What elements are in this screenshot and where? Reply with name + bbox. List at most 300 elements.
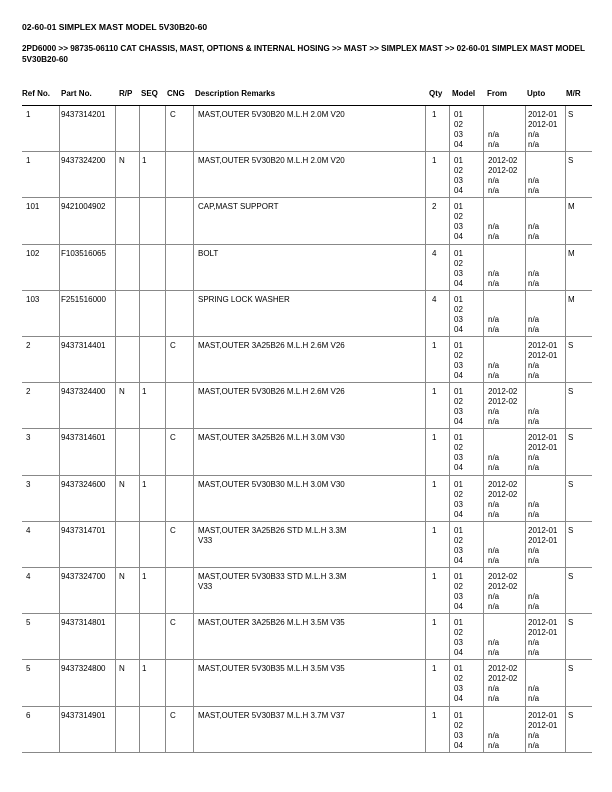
rp-cell: N: [119, 156, 125, 166]
column-divider: [59, 152, 60, 198]
from-cell-line: [488, 295, 499, 305]
ref-no-cell: 103: [26, 294, 40, 304]
from-cell-line: n/a: [488, 232, 500, 242]
mr-cell: S: [568, 479, 574, 489]
upto-cell-line: n/a: [528, 186, 540, 196]
upto-cell-line: n/a: [528, 602, 540, 611]
model-cell-line: 03: [454, 361, 463, 370]
ref-no-cell: 3: [26, 433, 31, 443]
ref-no-cell: 4: [26, 525, 31, 535]
column-divider: [115, 660, 116, 706]
table-row: [22, 568, 592, 614]
column-divider: [165, 291, 166, 337]
model-cell-line: 04: [454, 694, 463, 704]
column-divider: [449, 476, 450, 522]
column-divider: [115, 568, 116, 614]
upto-cell-line: n/a: [528, 555, 540, 565]
description-cell: MAST,OUTER 3A25B26 M.L.H 3.0M V30: [198, 433, 345, 443]
model-cell-line: 03: [454, 684, 463, 694]
upto-cell: [528, 526, 557, 566]
from-cell: [488, 341, 499, 381]
column-divider: [565, 568, 566, 614]
model-cell-line: 03: [454, 592, 463, 601]
model-cell-line: 01: [454, 341, 463, 350]
upto-cell-line: [528, 397, 539, 407]
model-cell: [454, 664, 463, 704]
model-cell: [454, 202, 463, 242]
model-cell-line: 02: [454, 674, 463, 684]
column-divider: [165, 614, 166, 660]
model-cell-line: 02: [454, 489, 463, 499]
column-divider: [193, 198, 194, 244]
upto-cell-line: 2012-01: [528, 341, 558, 350]
from-cell: [488, 387, 517, 427]
column-header-part-no: Part No.: [61, 89, 92, 98]
column-divider: [525, 383, 526, 429]
column-divider: [565, 476, 566, 522]
model-cell-line: 04: [454, 648, 463, 658]
rp-cell: N: [119, 572, 125, 581]
from-cell-line: 2012-02: [488, 479, 518, 489]
column-divider: [483, 152, 484, 198]
qty-cell: 4: [432, 294, 437, 304]
ref-no-cell: 2: [26, 387, 31, 397]
column-divider: [115, 522, 116, 568]
upto-cell-line: [528, 249, 539, 259]
seq-cell: 1: [142, 664, 147, 674]
part-no-cell: 9437314701: [61, 525, 106, 535]
from-cell-line: 2012-02: [488, 397, 518, 407]
column-divider: [449, 614, 450, 660]
ref-no-cell: 1: [26, 156, 31, 166]
upto-cell: [528, 249, 539, 289]
from-cell: [488, 249, 499, 289]
column-divider: [139, 568, 140, 614]
column-divider: [525, 429, 526, 475]
column-divider: [449, 245, 450, 291]
part-no-cell: 9437324600: [61, 479, 106, 489]
cng-cell: C: [170, 525, 176, 535]
column-divider: [139, 383, 140, 429]
part-no-cell: 9437324400: [61, 387, 106, 397]
from-cell-line: n/a: [488, 222, 500, 232]
from-cell-line: [488, 249, 499, 259]
column-divider: [425, 337, 426, 383]
table-row: [22, 522, 592, 568]
column-divider: [525, 476, 526, 522]
description-cell: MAST,OUTER 5V30B26 M.L.H 2.6M V26: [198, 387, 345, 397]
from-cell-line: [488, 443, 499, 453]
model-cell-line: 02: [454, 720, 463, 730]
from-cell-line: [488, 351, 499, 361]
column-header-cng: CNG: [167, 89, 185, 98]
model-cell-line: 02: [454, 120, 463, 129]
upto-cell-line: [528, 202, 539, 212]
model-cell-line: 02: [454, 628, 463, 638]
from-cell: [488, 295, 499, 335]
from-cell: [488, 110, 499, 150]
column-divider: [115, 106, 116, 152]
model-cell: [454, 156, 463, 196]
column-divider: [59, 245, 60, 291]
from-cell-line: n/a: [488, 278, 500, 288]
table-row: [22, 660, 592, 706]
upto-cell-line: n/a: [528, 694, 540, 704]
qty-cell: 1: [432, 341, 437, 350]
model-cell-line: 01: [454, 110, 463, 119]
cng-cell: C: [170, 618, 176, 628]
upto-cell-line: [528, 212, 539, 222]
upto-cell-line: n/a: [528, 684, 540, 694]
from-cell-line: [488, 711, 499, 721]
upto-cell-line: 2012-01: [528, 351, 558, 360]
upto-cell-line: 2012-01: [528, 618, 558, 628]
column-divider: [565, 198, 566, 244]
column-divider: [525, 614, 526, 660]
column-header-seq: SEQ: [141, 89, 158, 98]
table-row: [22, 476, 592, 522]
column-divider: [193, 152, 194, 198]
column-divider: [165, 198, 166, 244]
upto-cell-line: n/a: [528, 592, 540, 601]
column-divider: [139, 476, 140, 522]
model-cell-line: 03: [454, 730, 463, 740]
model-cell-line: 03: [454, 638, 463, 648]
column-divider: [139, 522, 140, 568]
from-cell-line: n/a: [488, 268, 500, 278]
model-cell: [454, 526, 463, 566]
upto-cell-line: n/a: [528, 453, 540, 463]
upto-cell-line: [528, 305, 539, 315]
model-cell: [454, 572, 463, 612]
mr-cell: S: [568, 664, 574, 674]
table-row: [22, 152, 592, 198]
model-cell-line: 01: [454, 387, 463, 397]
column-divider: [193, 245, 194, 291]
model-cell-line: 01: [454, 525, 463, 535]
model-cell: [454, 480, 463, 520]
upto-cell-line: n/a: [528, 371, 540, 380]
upto-cell-line: 2012-01: [528, 110, 558, 119]
from-cell-line: [488, 341, 499, 351]
upto-cell: [528, 480, 539, 520]
mr-cell: M: [568, 248, 575, 258]
from-cell-line: 2012-02: [488, 166, 518, 176]
column-divider: [165, 476, 166, 522]
from-cell-line: 2012-02: [488, 387, 518, 397]
upto-cell-line: n/a: [528, 268, 540, 278]
model-cell-line: 01: [454, 664, 463, 674]
column-divider: [425, 476, 426, 522]
column-divider: [165, 337, 166, 383]
part-no-cell: 9421004902: [61, 202, 106, 212]
column-header-model: Model: [452, 89, 476, 98]
qty-cell: 1: [432, 572, 437, 581]
model-cell-line: 04: [454, 417, 463, 427]
upto-cell-line: n/a: [528, 417, 540, 427]
from-cell: [488, 480, 517, 520]
rp-cell: N: [119, 664, 125, 674]
model-cell-line: 04: [454, 602, 463, 611]
from-cell: [488, 156, 517, 196]
from-cell-line: [488, 259, 499, 269]
from-cell-line: n/a: [488, 324, 500, 334]
from-cell-line: [488, 120, 499, 130]
upto-cell-line: n/a: [528, 278, 540, 288]
column-divider: [525, 106, 526, 152]
model-cell-line: 01: [454, 433, 463, 443]
column-divider: [449, 568, 450, 614]
upto-cell-line: n/a: [528, 499, 540, 509]
column-divider: [565, 245, 566, 291]
qty-cell: 1: [432, 664, 437, 674]
column-divider: [425, 198, 426, 244]
qty-cell: 4: [432, 248, 437, 258]
ref-no-cell: 4: [26, 572, 31, 581]
column-divider: [525, 245, 526, 291]
column-divider: [449, 337, 450, 383]
from-cell: [488, 202, 499, 242]
mr-cell: S: [568, 110, 574, 119]
from-cell-line: n/a: [488, 684, 500, 694]
qty-cell: 1: [432, 110, 437, 119]
column-divider: [193, 660, 194, 706]
model-cell: [454, 433, 463, 473]
description-cell: MAST,OUTER 5V30B20 M.L.H 2.0M V20: [198, 156, 345, 166]
mr-cell: S: [568, 618, 574, 628]
from-cell-line: n/a: [488, 140, 500, 149]
from-cell-line: n/a: [488, 453, 500, 463]
column-divider: [425, 429, 426, 475]
column-divider: [115, 337, 116, 383]
model-cell-line: 01: [454, 156, 463, 166]
mr-cell: M: [568, 202, 575, 212]
part-no-cell: 9437314801: [61, 618, 106, 628]
upto-cell-line: [528, 387, 539, 397]
from-cell-line: n/a: [488, 555, 500, 565]
column-divider: [59, 383, 60, 429]
column-divider: [193, 522, 194, 568]
column-divider: [193, 291, 194, 337]
column-header-description: Description Remarks: [195, 89, 276, 98]
rp-cell: N: [119, 387, 125, 397]
upto-cell-line: [528, 166, 539, 176]
from-cell-line: 2012-02: [488, 489, 518, 499]
part-no-cell: 9437314201: [61, 110, 106, 119]
column-divider: [483, 707, 484, 753]
description-cell: MAST,OUTER 5V30B20 M.L.H 2.0M V20: [198, 110, 345, 119]
table-row: [22, 707, 592, 753]
column-header-qty: Qty: [429, 89, 443, 98]
column-divider: [115, 476, 116, 522]
upto-cell-line: 2012-01: [528, 443, 558, 453]
model-cell-line: 01: [454, 202, 463, 212]
column-divider: [165, 152, 166, 198]
column-divider: [115, 429, 116, 475]
column-divider: [115, 707, 116, 753]
ref-no-cell: 102: [26, 248, 40, 258]
column-divider: [193, 476, 194, 522]
column-divider: [565, 522, 566, 568]
from-cell-line: n/a: [488, 509, 500, 519]
cng-cell: C: [170, 341, 176, 350]
qty-cell: 1: [432, 479, 437, 489]
model-cell-line: 04: [454, 278, 463, 288]
column-divider: [525, 337, 526, 383]
column-divider: [115, 291, 116, 337]
model-cell: [454, 341, 463, 381]
description-cell: BOLT: [198, 248, 219, 258]
model-cell-line: 01: [454, 710, 463, 720]
model-cell-line: 02: [454, 535, 463, 545]
qty-cell: 2: [432, 202, 437, 212]
upto-cell-line: [528, 582, 539, 592]
mr-cell: S: [568, 525, 574, 535]
upto-cell-line: n/a: [528, 463, 540, 473]
upto-cell-line: n/a: [528, 324, 540, 334]
model-cell-line: 02: [454, 212, 463, 222]
ref-no-cell: 6: [26, 710, 31, 720]
from-cell-line: [488, 212, 499, 222]
upto-cell-line: n/a: [528, 740, 540, 750]
part-no-cell: 9437314901: [61, 710, 106, 720]
table-row: [22, 245, 592, 291]
upto-cell-line: 2012-01: [528, 710, 558, 720]
part-no-cell: 9437324700: [61, 572, 106, 581]
from-cell-line: n/a: [488, 130, 500, 139]
seq-cell: 1: [142, 387, 147, 397]
description-cell: SPRING LOCK WASHER: [198, 294, 290, 304]
upto-cell: [528, 711, 557, 751]
upto-cell-line: n/a: [528, 232, 540, 242]
table-row: [22, 383, 592, 429]
seq-cell: 1: [142, 156, 147, 166]
column-divider: [165, 429, 166, 475]
column-divider: [449, 291, 450, 337]
ref-no-cell: 101: [26, 202, 40, 212]
column-divider: [139, 291, 140, 337]
from-cell-line: 2012-02: [488, 674, 518, 684]
model-cell-line: 04: [454, 140, 463, 149]
from-cell-line: n/a: [488, 694, 500, 704]
model-cell-line: 02: [454, 582, 463, 591]
from-cell-line: n/a: [488, 740, 500, 750]
column-divider: [565, 152, 566, 198]
from-cell: [488, 572, 517, 612]
model-cell-line: 03: [454, 314, 463, 324]
description-cell: MAST,OUTER 5V30B35 M.L.H 3.5M V35: [198, 664, 345, 674]
ref-no-cell: 2: [26, 341, 31, 350]
column-divider: [565, 707, 566, 753]
column-divider: [193, 707, 194, 753]
from-cell: [488, 433, 499, 473]
column-header-mr: M/R: [566, 89, 581, 98]
upto-cell-line: 2012-01: [528, 120, 558, 129]
from-cell-line: n/a: [488, 186, 500, 196]
ref-no-cell: 5: [26, 664, 31, 674]
column-divider: [483, 291, 484, 337]
column-divider: [193, 614, 194, 660]
column-divider: [483, 198, 484, 244]
model-cell-line: 04: [454, 186, 463, 196]
upto-cell-line: n/a: [528, 648, 540, 658]
ref-no-cell: 1: [26, 110, 31, 119]
model-cell-line: 02: [454, 166, 463, 176]
column-divider: [525, 707, 526, 753]
table-row: [22, 106, 592, 152]
model-cell-line: 04: [454, 509, 463, 519]
upto-cell: [528, 664, 539, 704]
column-header-rp: R/P: [119, 89, 133, 98]
mr-cell: S: [568, 710, 574, 720]
model-cell-line: 01: [454, 294, 463, 304]
column-divider: [449, 383, 450, 429]
column-divider: [59, 660, 60, 706]
column-divider: [425, 291, 426, 337]
upto-cell-line: 2012-01: [528, 433, 558, 443]
column-divider: [59, 337, 60, 383]
model-cell-line: 03: [454, 453, 463, 463]
from-cell-line: n/a: [488, 371, 500, 380]
from-cell-line: n/a: [488, 545, 500, 555]
from-cell-line: 2012-02: [488, 572, 518, 581]
column-divider: [525, 568, 526, 614]
model-cell-line: 02: [454, 351, 463, 360]
part-no-cell: 9437324200: [61, 156, 106, 166]
from-cell-line: [488, 110, 499, 120]
qty-cell: 1: [432, 156, 437, 166]
column-divider: [565, 337, 566, 383]
from-cell-line: n/a: [488, 314, 500, 324]
from-cell-line: n/a: [488, 602, 500, 611]
upto-cell-line: n/a: [528, 314, 540, 324]
model-cell-line: 03: [454, 407, 463, 417]
upto-cell-line: 2012-01: [528, 720, 558, 730]
column-divider: [59, 568, 60, 614]
model-cell-line: 04: [454, 232, 463, 242]
upto-cell-line: 2012-01: [528, 535, 558, 545]
column-divider: [449, 707, 450, 753]
column-divider: [59, 429, 60, 475]
column-divider: [165, 383, 166, 429]
column-divider: [165, 660, 166, 706]
qty-cell: 1: [432, 387, 437, 397]
column-divider: [525, 522, 526, 568]
column-divider: [139, 198, 140, 244]
upto-cell-line: n/a: [528, 361, 540, 370]
mr-cell: S: [568, 387, 574, 397]
column-divider: [139, 106, 140, 152]
model-cell-line: 03: [454, 222, 463, 232]
column-divider: [449, 106, 450, 152]
upto-cell: [528, 433, 557, 473]
from-cell-line: [488, 433, 499, 443]
from-cell-line: n/a: [488, 361, 500, 370]
column-divider: [483, 383, 484, 429]
column-divider: [193, 383, 194, 429]
column-divider: [449, 429, 450, 475]
column-header-upto: Upto: [527, 89, 546, 98]
column-divider: [139, 707, 140, 753]
model-cell-line: 01: [454, 248, 463, 258]
cng-cell: C: [170, 433, 176, 443]
cng-cell: C: [170, 110, 176, 119]
part-no-cell: 9437324800: [61, 664, 106, 674]
column-divider: [483, 337, 484, 383]
qty-cell: 1: [432, 618, 437, 628]
table-row: [22, 198, 592, 244]
from-cell-line: n/a: [488, 592, 500, 601]
